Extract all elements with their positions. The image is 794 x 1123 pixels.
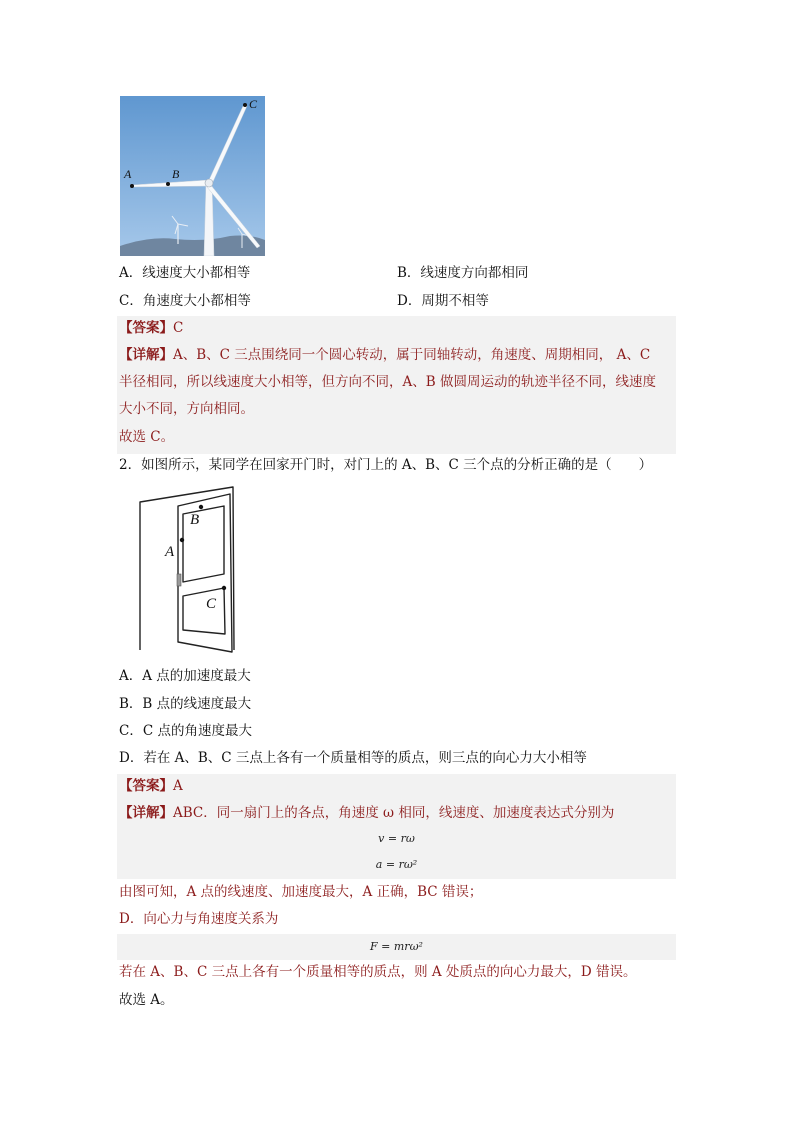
door-point-c-marker — [222, 586, 226, 590]
q1-conclusion: 故选 C。 — [119, 429, 175, 445]
point-c-marker — [243, 103, 247, 107]
q1-option-a: A．线速度大小都相等 — [119, 265, 251, 281]
point-b-marker — [166, 182, 170, 186]
answer-value: C — [173, 320, 184, 336]
q1-option-b: B．线速度方向都相同 — [397, 265, 529, 281]
q2-answer — [119, 776, 183, 796]
point-a-label: A — [124, 167, 132, 181]
q2-inference: 由图可知，A 点的线速度、加速度最大，A 正确，BC 错误； — [119, 884, 483, 900]
door-drawing — [128, 484, 243, 654]
detail-label: 【详解】 — [119, 347, 173, 363]
detail-text: ABC．同一扇门上的各点，角速度 ω 相同，线速度、加速度表达式分别为 — [173, 805, 615, 821]
q2-option-b: B．B 点的线速度最大 — [119, 696, 252, 712]
answer-value: A — [173, 778, 183, 794]
door-point-c-label: C — [206, 596, 217, 612]
q1-answer — [119, 318, 183, 338]
door-point-a-marker — [180, 538, 184, 542]
q2-d-conclusion: 若在 A、B、C 三点上各有一个质量相等的质点，则 A 处质点的向心力最大，D 错误。 — [119, 964, 637, 980]
q2-stem: 2．如图所示，某同学在回家开门时，对门上的 A、B、C 三个点的分析正确的是（ ） — [119, 457, 653, 473]
q2-detail-line-1 — [119, 803, 614, 823]
wind-turbine-figure — [120, 96, 265, 256]
q2-d-analysis: D．向心力与角速度关系为 — [119, 911, 279, 927]
q1-detail-line-1 — [119, 345, 650, 365]
door-figure — [128, 484, 243, 654]
q1-detail-line-2: 半径相同，所以线速度大小相等，但方向不同，A、B 做圆周运动的轨迹半径不同，线速度 — [119, 374, 656, 390]
door-point-b-label: B — [190, 512, 200, 528]
q2-option-d: D．若在 A、B、C 三点上各有一个质量相等的质点，则三点的向心力大小相等 — [119, 750, 587, 766]
formula-linear-velocity: v = rω — [378, 832, 415, 845]
point-c-label: C — [249, 97, 258, 111]
answer-label: 【答案】 — [119, 320, 173, 336]
q2-option-c: C．C 点的角速度最大 — [119, 723, 252, 739]
formula-centripetal-force: F = mrω² — [370, 940, 423, 953]
q1-option-d: D．周期不相等 — [397, 293, 489, 309]
detail-text: A、B、C 三点围绕同一个圆心转动，属于同轴转动，角速度、周期相同， A、C — [173, 347, 651, 363]
q1-option-c: C．角速度大小都相等 — [119, 293, 251, 309]
detail-label: 【详解】 — [119, 805, 173, 821]
wind-turbine-image — [120, 96, 265, 256]
answer-label: 【答案】 — [119, 778, 173, 794]
q2-option-a: A．A 点的加速度最大 — [119, 668, 251, 684]
point-b-label: B — [172, 167, 180, 181]
q1-detail-line-3: 大小不同，方向相同。 — [119, 401, 254, 417]
q2-conclusion: 故选 A。 — [119, 992, 174, 1008]
point-a-marker — [130, 184, 134, 188]
door-point-a-label: A — [165, 544, 175, 560]
door-point-b-marker — [199, 505, 203, 509]
formula-acceleration: a = rω² — [375, 858, 418, 871]
